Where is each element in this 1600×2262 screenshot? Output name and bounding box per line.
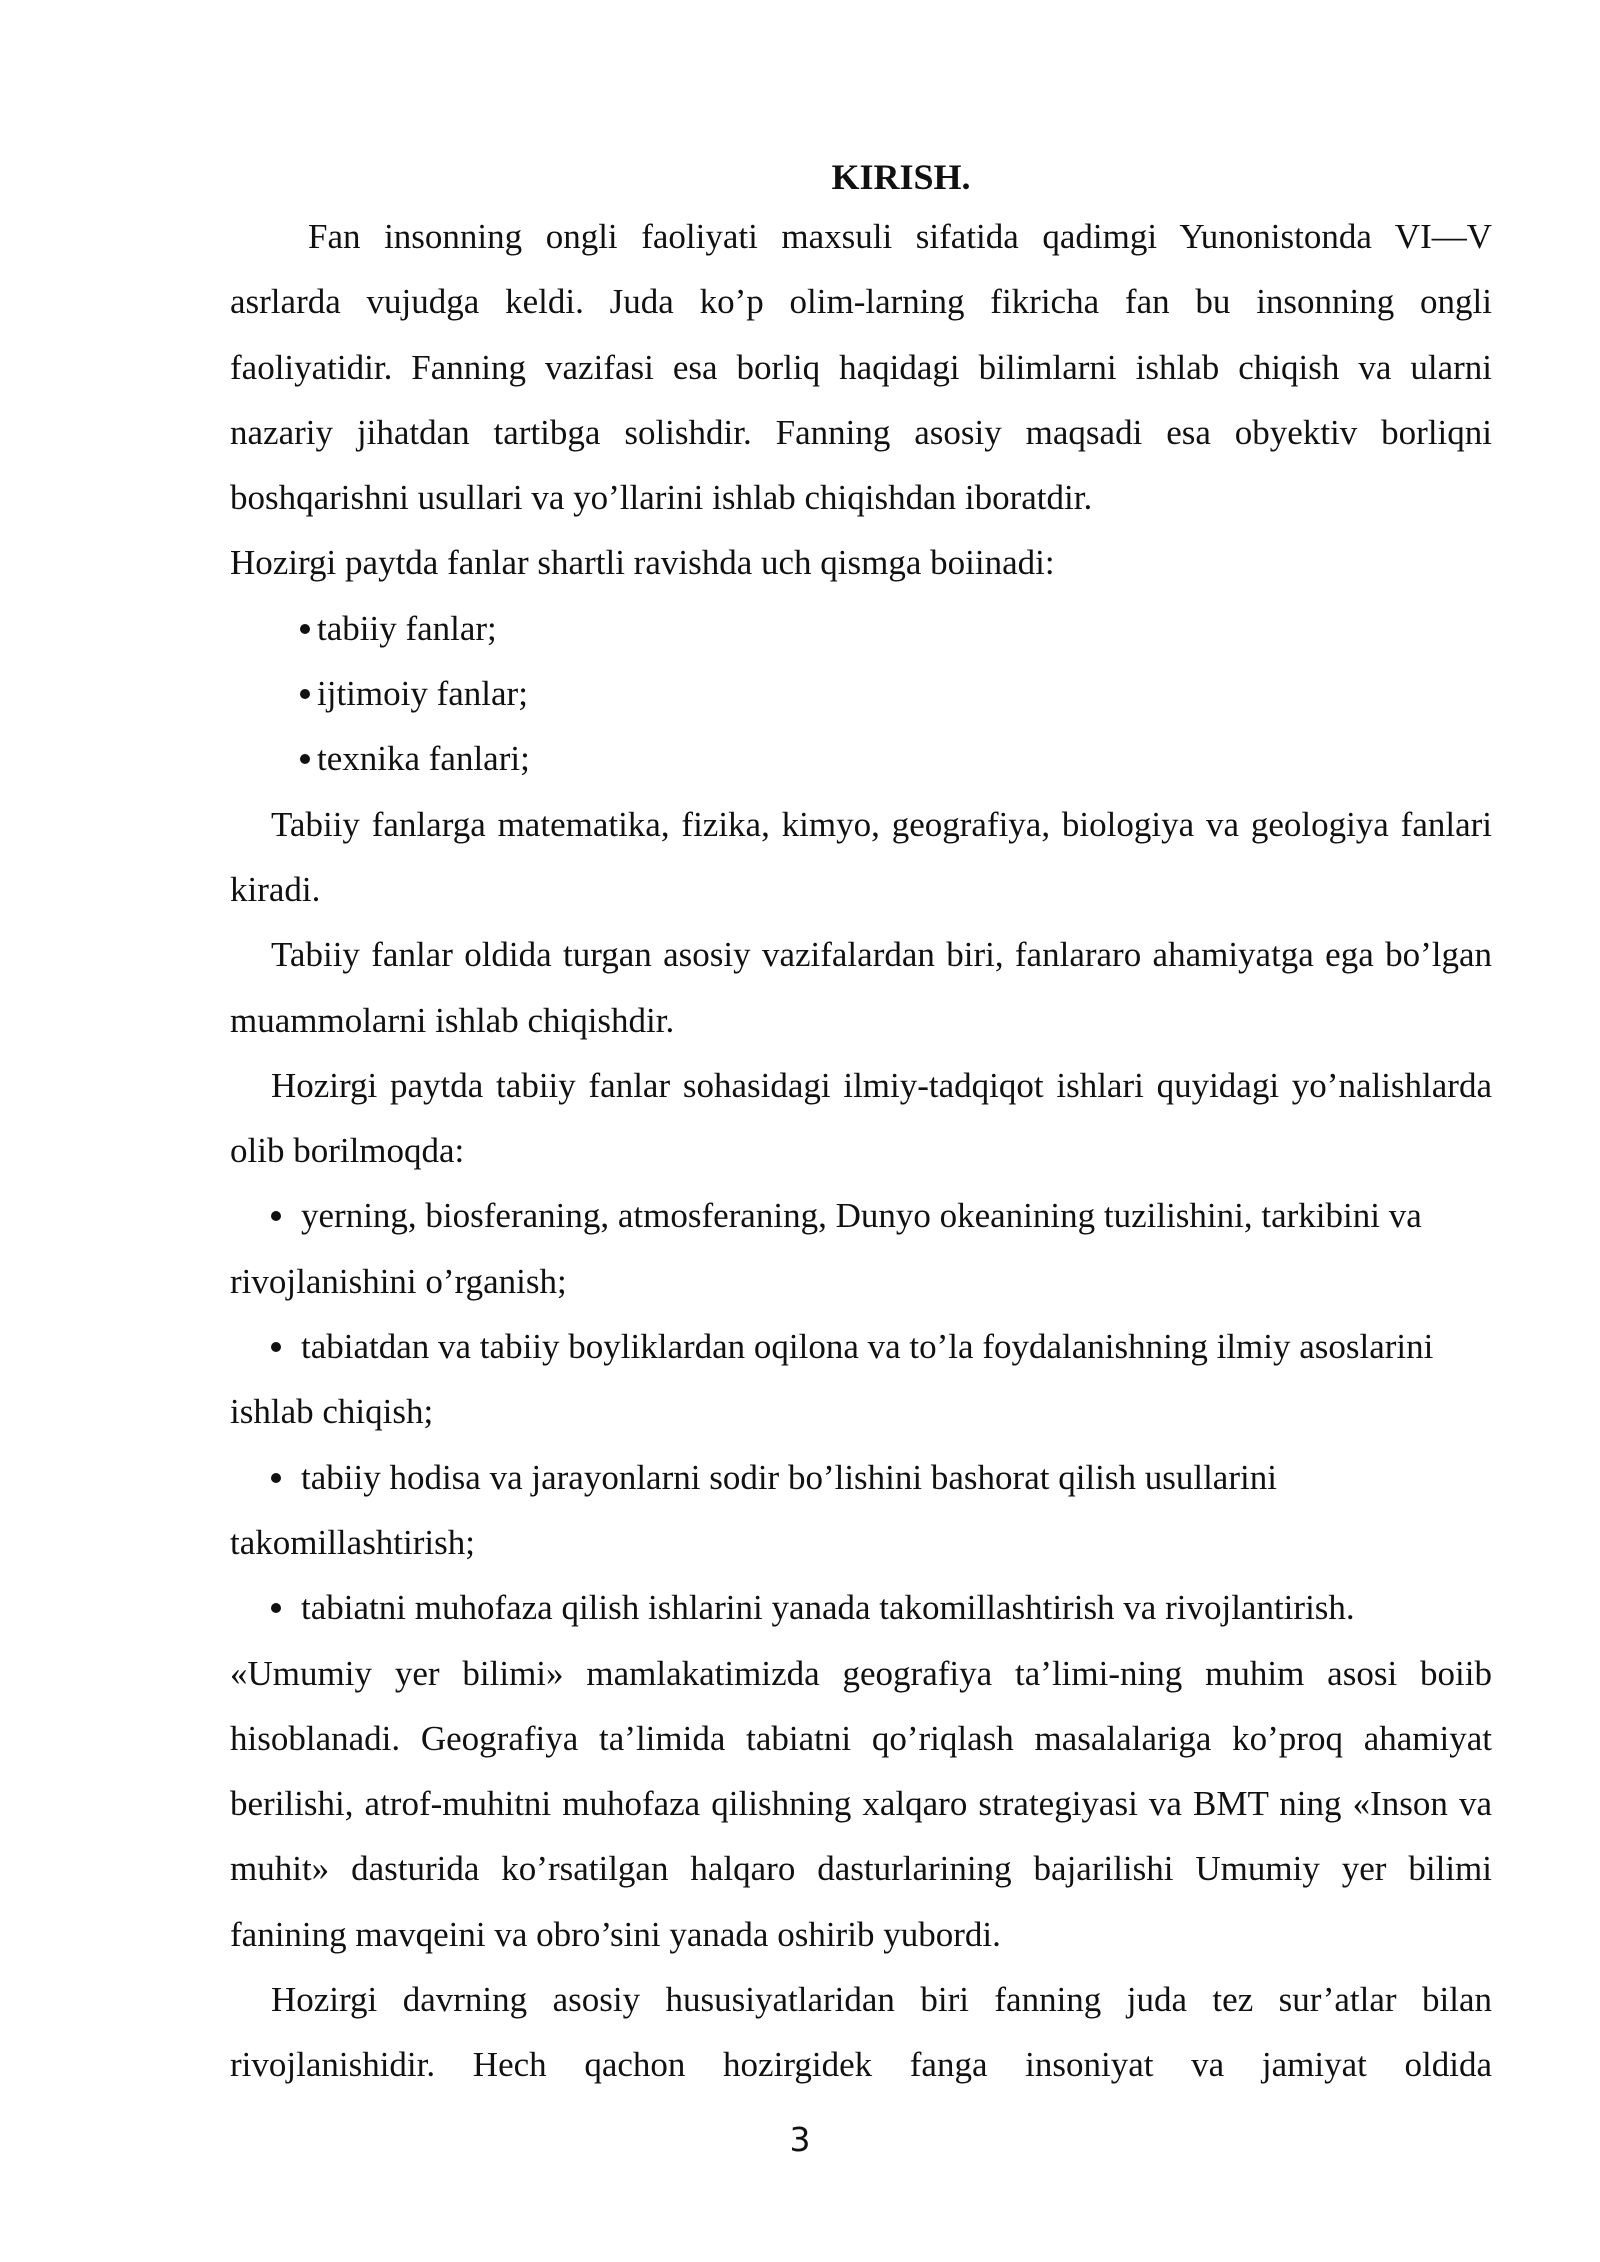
bullet-icon (271, 1211, 281, 1221)
tasks-paragraph: Tabiiy fanlar oldida turgan asosiy vazifalardan biri, fanlararo ahamiyatga ega bo’lgan muammolarni ishlab chiqishdir. (230, 935, 1492, 1040)
geography-paragraph: «Umumiy yer bilimi» mamlakatimizda geografiya ta’limi-ning muhim asosi boiib hisoblanadi. Geografiya ta’limida tabiatni qo’riqlash masalalariga ko’proq ahamiyat berilishi, atrof-muhitni muhofaza qilishning xalqaro strategiyasi va BMT ning «Inson va muhit» dasturida ko’rsatilgan halqaro dasturlarining bajarilishi Umumiy yer bilimi fanining mavqeini va obro’sini yanada oshirib yubordi. (230, 1653, 1492, 1954)
research-directions-list (230, 1183, 1492, 1640)
bullet-icon (300, 624, 310, 634)
modern-era-paragraph: Hozirgi davrning asosiy hususiyatlaridan biri fanning juda tez sur’atlar bilan rivojlanishidir. Hech qachon hozirgidek fanga insoniyat va jamiyat oldida (230, 1980, 1492, 2085)
bullet-icon (271, 1473, 281, 1483)
research-paragraph: Hozirgi paytda tabiiy fanlar sohasidagi ilmiy-tadqiqot ishlari quyidagi yo’nalishlarda olib borilmoqda: (230, 1065, 1492, 1171)
list-item: tabiiy fanlar; (230, 596, 1492, 661)
list-item: texnika fanlari; (230, 726, 1492, 791)
bullet-icon (271, 1603, 281, 1613)
bullet-icon (271, 1342, 281, 1352)
science-division-paragraph: Hozirgi paytda fanlar shartli ravishda uch qismga boiinadi: (230, 543, 1055, 583)
list-item: ijtimoiy fanlar; (230, 661, 1492, 726)
page-number: 3 (789, 2120, 811, 2159)
list-item: yerning, biosferaning, atmosferaning, Dunyo okeanining tuzilishini, tarkibini va rivojlanishini o’rganish; (230, 1196, 1422, 1301)
document-page (230, 150, 1492, 2098)
list-item: tabiatdan va tabiiy boyliklardan oqilona va to’la foydalanishning ilmiy asoslarini ishlab chiqish; (230, 1327, 1434, 1432)
natural-sciences-paragraph: Tabiiy fanlarga matematika, fizika, kimyo, geografiya, biologiya va geologiya fanlari kiradi. (230, 804, 1492, 909)
bullet-icon (300, 754, 310, 764)
science-types-list (230, 596, 1492, 792)
page-title: KIRISH. (831, 157, 971, 197)
list-item: tabiiy hodisa va jarayonlarni sodir bo’lishini bashorat qilish usullarini takomillashtirish; (230, 1457, 1277, 1562)
list-item: tabiatni muhofaza qilish ishlarini yanada takomillashtirish va rivojlantirish. (230, 1575, 1492, 1640)
intro-paragraph: Fan insonning ongli faoliyati maxsuli sifatida qadimgi Yunonistonda VI—V asrlarda vujudga keldi. Juda ko’p olim-larning fikricha fan bu insonning ongli faoliyatidir. Fanning vazifasi esa borliq haqidagi bilimlarni ishlab chiqish va ularni nazariy jihatdan tartibga solishdir. Fanning asosiy maqsadi esa obyektiv borliqni boshqarishni usullari va yo’llarini ishlab chiqishdan iboratdir. (230, 217, 1492, 518)
bullet-icon (300, 689, 310, 699)
